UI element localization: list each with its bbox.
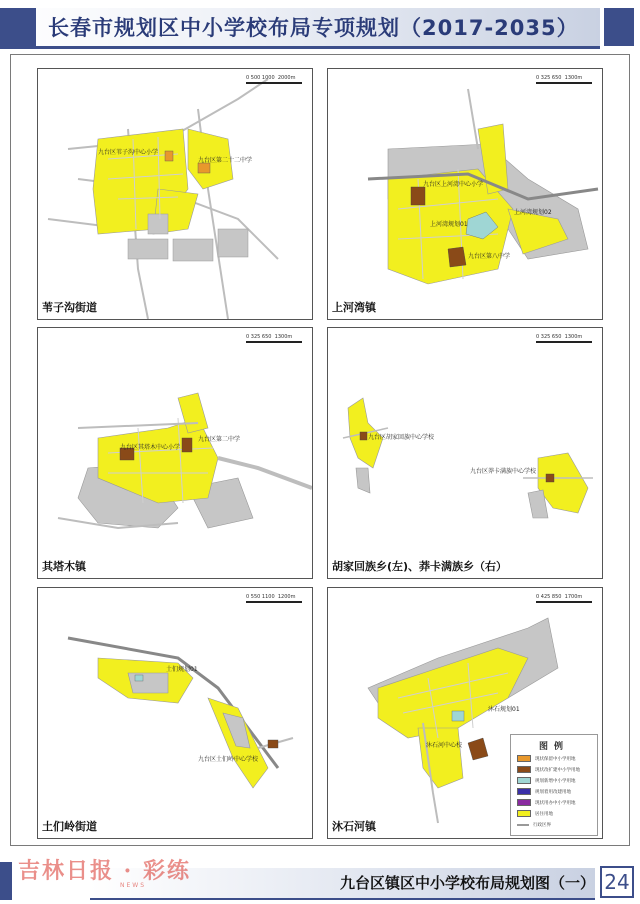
map-tumenling — [38, 588, 312, 838]
school-label: 九台区莽卡满族中心学校 — [470, 468, 537, 475]
legend-item: 现状用办中小学用地 — [517, 798, 597, 807]
legend-swatch — [517, 766, 531, 773]
map-panel-shanghewan — [327, 68, 603, 320]
scale-bar: 0 325 650 1300m — [246, 334, 302, 343]
panel-title: 其塔木镇 — [42, 560, 86, 573]
legend-swatch — [517, 824, 529, 826]
legend-title: 图例 — [538, 742, 569, 752]
school-label: 九台区第八中学 — [468, 253, 511, 260]
school-label: 九台区苇子沟中心小学 — [98, 149, 159, 156]
legend-item: 规划新增中小学用地 — [517, 776, 597, 785]
legend-swatch — [517, 799, 531, 806]
panel-title: 胡家回族乡(左)、莽卡满族乡（右） — [332, 560, 508, 573]
school-label: 上河湾规划01 — [430, 221, 468, 228]
panel-title: 苇子沟街道 — [42, 301, 97, 314]
page-title: 长春市规划区中小学校布局专项规划（2017-2035） — [48, 16, 579, 40]
footer-accent-left — [0, 862, 12, 900]
scale-bar: 0 325 650 1300m — [536, 334, 592, 343]
legend-item: 现状改扩建中小学用地 — [517, 765, 597, 774]
school-label: 九台区胡家回族中心学校 — [368, 434, 435, 441]
panel-title: 上河湾镇 — [332, 301, 376, 314]
school-label: 上河湾规划02 — [514, 209, 552, 216]
map-panel-weizigou — [37, 68, 313, 320]
school-label: 九台区其塔木中心小学 — [120, 444, 181, 451]
legend-item: 行政区界 — [517, 820, 597, 829]
header-accent-right — [604, 8, 634, 46]
header-accent-left — [0, 8, 36, 46]
school-label: 九台区上河湾中心小学 — [423, 181, 484, 188]
school-label: 九台区第二中学 — [198, 436, 241, 443]
map-hujia-mangka — [328, 328, 602, 578]
school-label: 九台区第二十二中学 — [198, 157, 253, 164]
page-footer — [0, 854, 640, 904]
page-header — [0, 0, 640, 48]
map-panel-qitamu — [37, 327, 313, 579]
panel-title: 沐石河镇 — [332, 820, 376, 833]
legend-item: 居住用地 — [517, 809, 597, 818]
watermark-sub: NEWS — [120, 882, 147, 889]
legend-swatch — [517, 810, 531, 817]
panel-title: 土们岭街道 — [42, 820, 97, 833]
sheet-title: 九台区镇区中小学校布局规划图（一） — [340, 874, 596, 892]
school-label: 九台区土们岭中心学校 — [198, 756, 259, 763]
legend-swatch — [517, 777, 531, 784]
map-legend — [510, 734, 598, 836]
school-label: 沐石河中心校 — [426, 742, 463, 749]
scale-bar: 0 550 1100 1200m — [246, 594, 302, 603]
map-panel-tumenling — [37, 587, 313, 839]
scale-bar: 0 325 650 1300m — [536, 75, 592, 84]
legend-swatch — [517, 755, 531, 762]
scale-bar: 0 500 1000 2000m — [246, 75, 302, 84]
watermark-logo: 吉林日报 · 彩练 — [18, 858, 191, 884]
school-label: 沐石规划01 — [488, 706, 520, 713]
legend-item: 规划着用改建用地 — [517, 787, 597, 796]
map-panel-hujia-mangka — [327, 327, 603, 579]
page-number: 24 — [600, 866, 634, 898]
legend-item: 现状保留中小学用地 — [517, 754, 597, 763]
scale-bar: 0 425 850 1700m — [536, 594, 592, 603]
map-shanghewan — [328, 69, 602, 319]
school-label: 土们规划01 — [166, 666, 198, 673]
footer-underline — [90, 898, 595, 900]
legend-swatch — [517, 788, 531, 795]
map-qitamu — [38, 328, 312, 578]
header-underline — [0, 46, 600, 49]
map-weizigou — [38, 69, 312, 319]
